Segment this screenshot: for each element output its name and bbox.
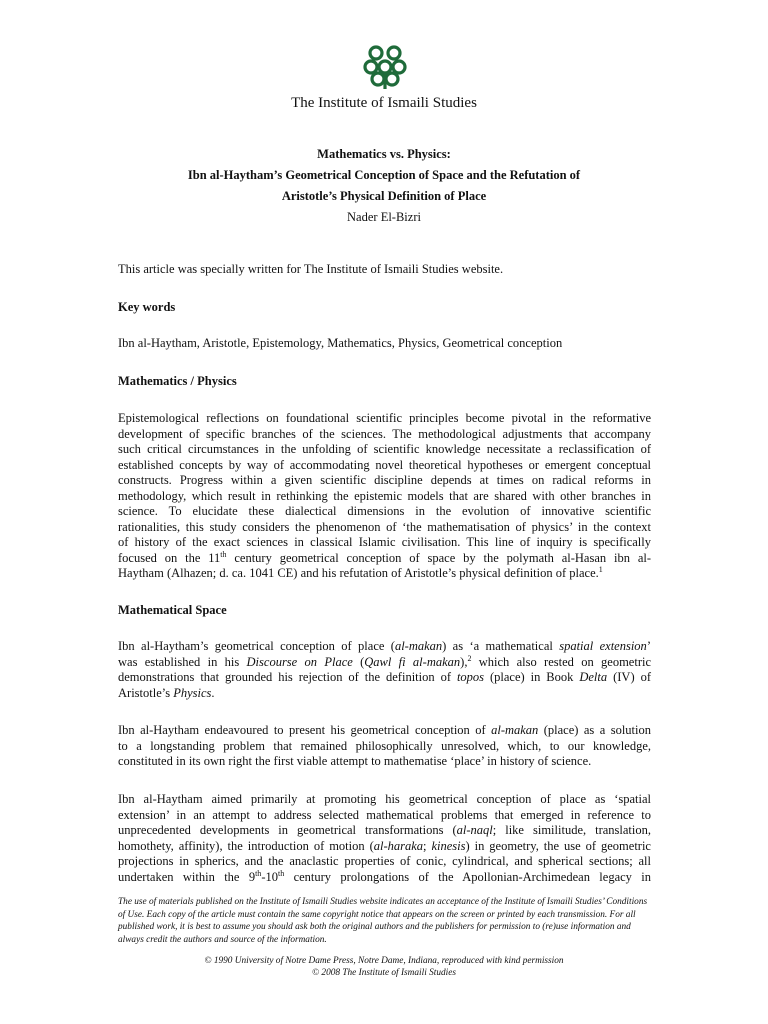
para4-line: extension’ in an attempt to address selected mathematical problems that emerged in reference to bbox=[118, 807, 651, 822]
keywords-heading: Key words bbox=[118, 300, 176, 314]
section-heading-math-space: Mathematical Space bbox=[118, 603, 227, 617]
copyright-notice-2: © 2008 The Institute of Ismaili Studies bbox=[312, 968, 456, 978]
para1-line: of history of the exact sciences in classical Islamic civilisation. This line of inquiry is specifically bbox=[118, 535, 651, 549]
para1-line: such critical circumstances in the unfolding of scientific knowledge necessitate a reclassification of bbox=[118, 442, 651, 456]
copyright-notice-1: © 1990 University of Notre Dame Press, Notre Dame, Indiana, reproduced with kind permission bbox=[204, 956, 564, 966]
para4-line: projections in spherics, and the anaclastic properties of conic, cylindrical, and spherical sections; all bbox=[118, 854, 651, 868]
para4-line: undertaken within the 9th-10th century prolongations of the Apollonian-Archimedean legacy in bbox=[118, 868, 652, 884]
article-title-line1: Mathematics vs. Physics: bbox=[317, 147, 451, 161]
para1-line: established concepts by way of accommodating novel theoretical hypotheses or emergent conceptual bbox=[118, 457, 651, 472]
institute-name: The Institute of Ismaili Studies bbox=[291, 95, 477, 111]
paragraph-1 bbox=[118, 411, 651, 582]
para1-line: methodology, which result in rethinking the epistemic models that are shared with other branches in bbox=[118, 488, 651, 503]
para3-line: Ibn al-Haytham endeavoured to present his geometrical conception of al-makan (place) as a solution bbox=[118, 723, 651, 737]
intro-text: This article was specially written for The Institute of Ismaili Studies website. bbox=[118, 262, 504, 276]
footnote-ref-1[interactable]: 1 bbox=[598, 564, 603, 574]
conditions-of-use-notice: The use of materials published on the Institute of Ismaili Studies website indicates an acceptance of the Institute of Ismaili Studies’ Conditions of Use. Each copy of the article must contain the same copyright notice that appears on the screen or printed by each transmission. For all published work, it is best to assume you should ask both the original authors and the publishers for permission to (re)use information and always credit the authors and source of the information. bbox=[118, 897, 648, 945]
para2-line: Ibn al-Haytham’s geometrical conception of place (al-makan) as ‘a mathematical spatial extension’ bbox=[118, 639, 651, 653]
para2-line: was established in his Discourse on Place (Qawl fi al-makan),$^2$ which also rested on geometric bbox=[118, 653, 651, 669]
paragraph-2 bbox=[118, 639, 651, 701]
para4-line: unprecedented developments in geometrical transformations (al-naql; like similitude, translation, bbox=[118, 823, 652, 837]
para1-line: Epistemological reflections on foundational scientific principles become pivotal in the reformative bbox=[118, 411, 651, 425]
para1-line: focused on the 11th century geometrical conception of space by the polymath al-Hasan ibn al- bbox=[118, 549, 651, 565]
para3-line: to a longstanding problem that remained philosophically unresolved, which, to our knowledge, bbox=[118, 738, 651, 753]
para4-line: homothety, affinity), the introduction of motion (al-haraka; kinesis) in geometry, the use of geometric bbox=[118, 838, 651, 853]
para1-line: development of specific branches of the sciences. The methodological adjustments that accompany bbox=[118, 426, 651, 441]
institute-logo-icon bbox=[361, 43, 409, 91]
para1-line: science. To elucidate these dialectical dimensions in the evolution of innovative scientific bbox=[118, 504, 651, 518]
para1-line: Haytham (Alhazen; d. ca. 1041 CE) and his refutation of Aristotle’s physical definition of place.$^1$ bbox=[118, 564, 603, 580]
paragraph-4 bbox=[118, 792, 651, 885]
para1-line: rationalities, this study considers the phenomenon of ‘the mathematisation of physics’ in the context bbox=[118, 519, 651, 534]
paragraph-3 bbox=[118, 723, 651, 770]
para4-line: Ibn al-Haytham aimed primarily at promoting his geometrical conception of place as ‘spatial bbox=[118, 792, 651, 806]
para2-line: Aristotle’s Physics. bbox=[118, 685, 215, 700]
para2-line: demonstrations that grounded his rejection of the definition of topos (place) in Book Delta (IV) of bbox=[118, 670, 651, 684]
keywords-text: Ibn al-Haytham, Aristotle, Epistemology, Mathematics, Physics, Geometrical conception bbox=[118, 336, 563, 350]
article-title-line3: Aristotle’s Physical Definition of Place bbox=[281, 189, 487, 203]
para1-line: constructs. Progress within a given scientific discipline depends at times on radical reforms in bbox=[118, 473, 651, 487]
author-name: Nader El-Bizri bbox=[347, 210, 421, 224]
footnote-ref-2[interactable]: 2 bbox=[467, 653, 472, 663]
para3-line: constituted in its own right the first viable attempt to mathematise ‘place’ in history of science. bbox=[118, 754, 592, 768]
section-heading-math-physics: Mathematics / Physics bbox=[118, 374, 237, 388]
article-title-line2: Ibn al-Haytham’s Geometrical Conception of Space and the Refutation of bbox=[187, 168, 581, 182]
